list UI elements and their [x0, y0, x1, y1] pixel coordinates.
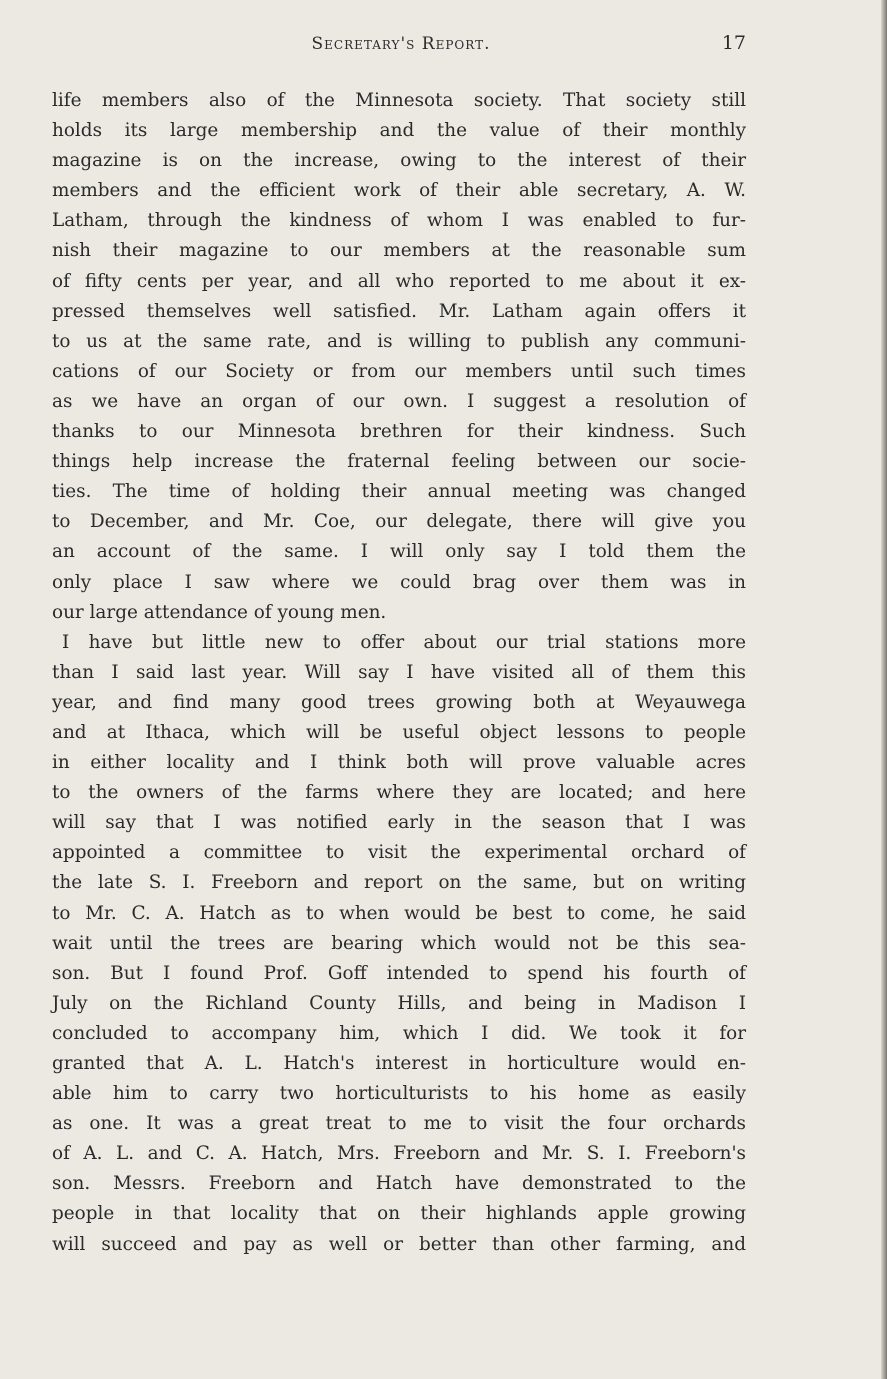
text-line: as one. It was a great treat to me to visit the four orchards: [52, 1113, 746, 1135]
text-line: to the owners of the farms where they are located; and here: [52, 782, 746, 804]
page-edge-shadow: [881, 0, 887, 1379]
text-line: ties. The time of holding their annual meeting was changed: [52, 481, 746, 503]
text-line: our large attendance of young men.: [52, 601, 387, 623]
text-line: than I said last year. Will say I have visited all of them this: [52, 661, 746, 683]
text-line: an account of the same. I will only say I told them the: [52, 541, 746, 563]
text-line: concluded to accompany him, which I did. We took it for: [52, 1022, 746, 1044]
text-line: nish their magazine to our members at the reasonable sum: [52, 240, 746, 262]
text-line: cations of our Society or from our members until such times: [52, 360, 746, 382]
text-line: and at Ithaca, which will be useful object lessons to people: [52, 721, 746, 743]
text-line: able him to carry two horticulturists to his home as easily: [52, 1083, 746, 1105]
text-line: holds its large membership and the value of their monthly: [52, 120, 746, 142]
text-line: I have but little new to offer about our trial stations more: [62, 631, 746, 653]
text-line: as we have an organ of our own. I suggest a resolution of: [52, 390, 746, 412]
text-line: of A. L. and C. A. Hatch, Mrs. Freeborn and Mr. S. I. Freeborn's: [52, 1143, 746, 1165]
text-line: Latham, through the kindness of whom I was enabled to fur-: [52, 210, 746, 232]
text-line: members and the efficient work of their able secretary, A. W.: [52, 180, 746, 202]
text-line: to Mr. C. A. Hatch as to when would be best to come, he said: [52, 902, 746, 924]
text-line: granted that A. L. Hatch's interest in horticulture would en-: [52, 1053, 746, 1074]
text-line: only place I saw where we could brag over them was in: [52, 571, 746, 593]
text-line: to December, and Mr. Coe, our delegate, there will give you: [52, 511, 746, 533]
body-text: [52, 86, 746, 1260]
page-number: 17: [721, 32, 746, 54]
text-line: the late S. I. Freeborn and report on the same, but on writing: [52, 872, 746, 894]
text-line: appointed a committee to visit the experimental orchard of: [52, 842, 746, 864]
running-header: [56, 34, 746, 62]
text-line: people in that locality that on their highlands apple growing: [52, 1203, 746, 1225]
text-line: thanks to our Minnesota brethren for their kindness. Such: [52, 421, 746, 443]
text-line: life members also of the Minnesota society. That society still: [52, 90, 746, 111]
text-line: will say that I was notified early in the season that I was: [52, 812, 746, 834]
text-line: will succeed and pay as well or better than other farming, and: [52, 1233, 746, 1255]
paragraph-2: [52, 628, 746, 1260]
text-line: things help increase the fraternal feeling between our socie-: [52, 451, 746, 473]
text-line: wait until the trees are bearing which would not be this sea-: [52, 932, 746, 954]
text-line: magazine is on the increase, owing to the interest of their: [52, 150, 746, 172]
text-line: in either locality and I think both will prove valuable acres: [52, 752, 746, 774]
text-line: pressed themselves well satisfied. Mr. Latham again offers it: [52, 300, 746, 322]
text-line: year, and find many good trees growing both at Weyauwega: [52, 691, 746, 713]
running-title: Secretary's Report.: [311, 34, 491, 54]
paragraph-1: [52, 86, 746, 628]
text-line: to us at the same rate, and is willing to publish any communi-: [52, 330, 746, 352]
text-line: July on the Richland County Hills, and being in Madison I: [52, 992, 746, 1014]
text-line: of fifty cents per year, and all who reported to me about it ex-: [52, 270, 746, 292]
text-line: son. Messrs. Freeborn and Hatch have demonstrated to the: [52, 1173, 746, 1195]
text-line: son. But I found Prof. Goff intended to spend his fourth of: [52, 962, 746, 984]
